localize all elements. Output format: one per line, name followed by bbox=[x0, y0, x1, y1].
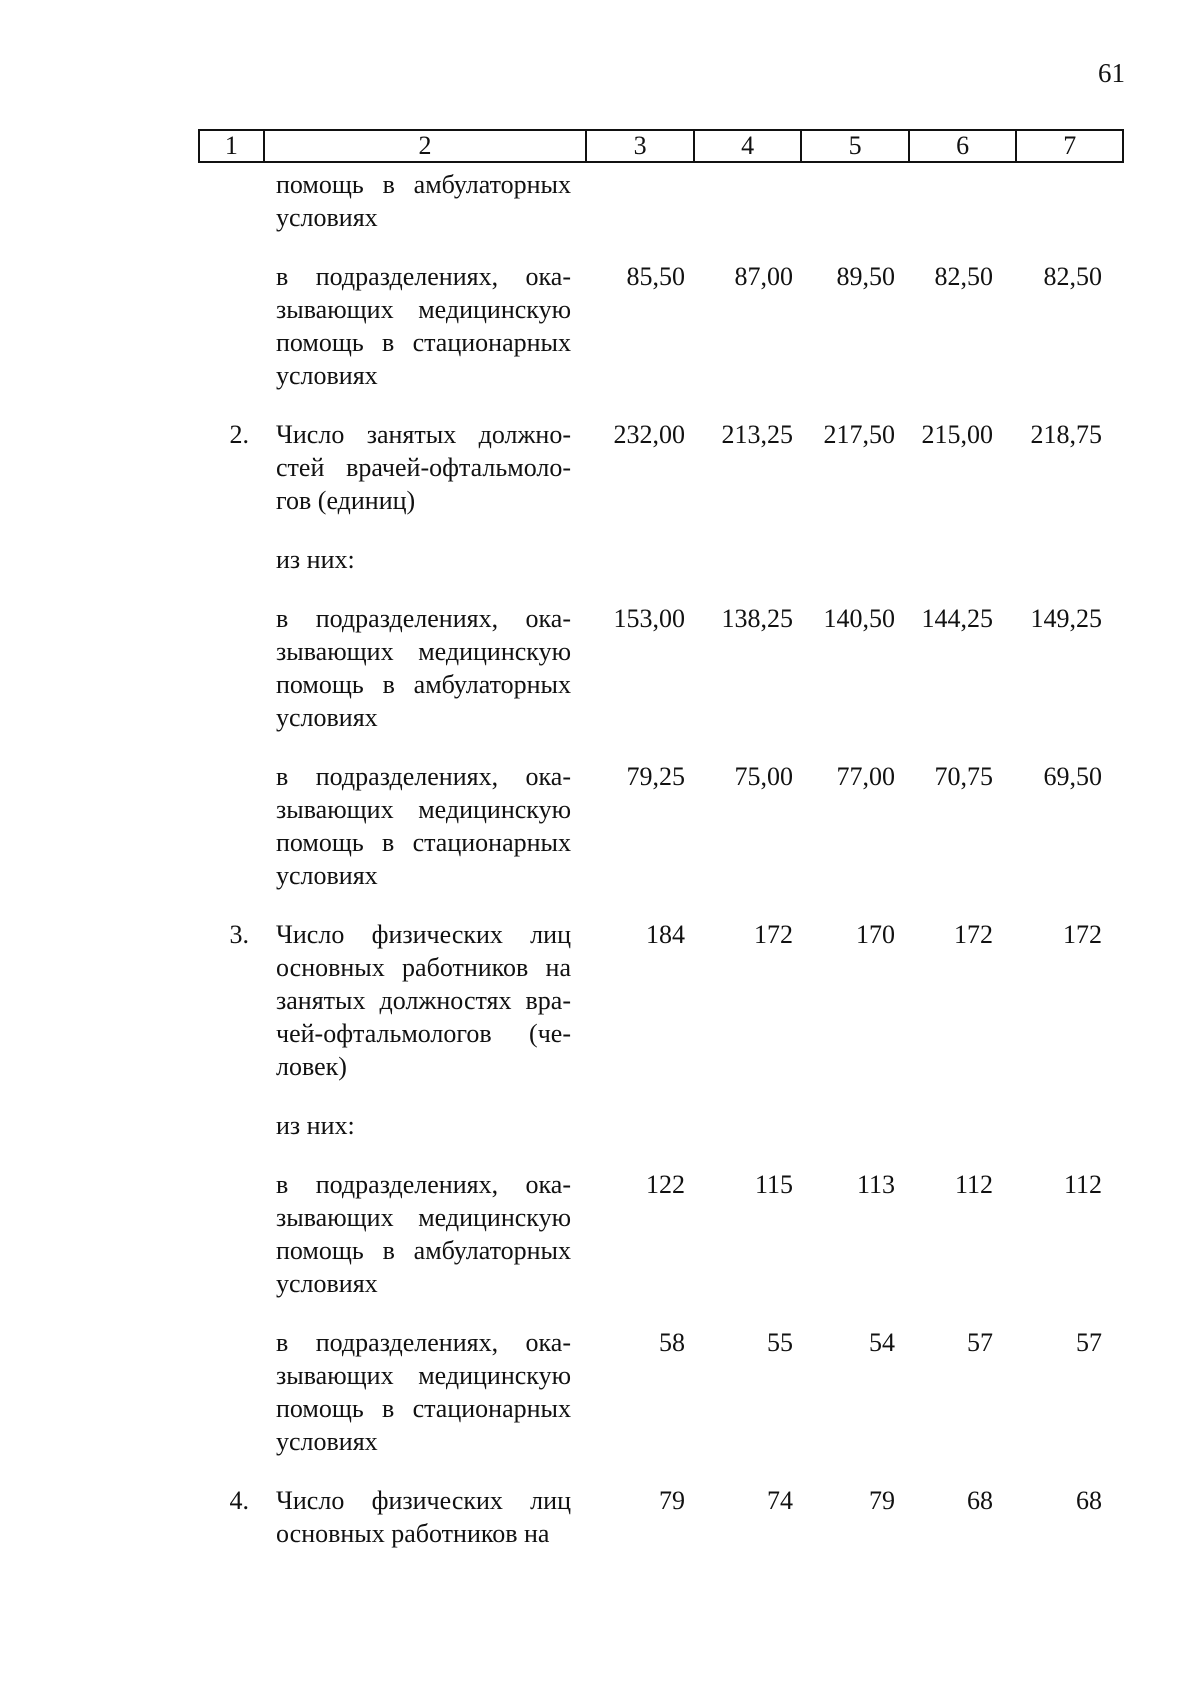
value-cell-col7: 82,50 bbox=[1043, 262, 1102, 291]
row-spacer bbox=[198, 392, 1124, 418]
column-header-3: 3 bbox=[587, 131, 695, 161]
value-cell-col7: 112 bbox=[1063, 1170, 1102, 1199]
value-cell-col4: 75,00 bbox=[734, 762, 793, 791]
row-label-line: из них: bbox=[276, 545, 355, 574]
value-cell-col3: 85,50 bbox=[626, 262, 685, 291]
value-cell-col5: 140,50 bbox=[823, 604, 895, 633]
row-label-line: основных работников на bbox=[276, 1519, 550, 1548]
row-label-line: помощь в амбулаторных bbox=[276, 1236, 571, 1265]
row-label bbox=[263, 760, 587, 892]
value-cell-col3: 232,00 bbox=[613, 420, 685, 449]
value-cell-col6: 215,00 bbox=[921, 420, 993, 449]
value-cell-col4: 213,25 bbox=[721, 420, 793, 449]
table-row bbox=[198, 918, 1124, 1083]
value-cell-col6: 57 bbox=[967, 1328, 993, 1357]
row-label-line: зывающих медицинскую bbox=[276, 1361, 571, 1390]
row-number: 3. bbox=[229, 920, 249, 949]
row-label-line: помощь в стационарных bbox=[276, 1394, 571, 1423]
value-cell-col5: 77,00 bbox=[836, 762, 895, 791]
row-label bbox=[263, 1326, 587, 1458]
value-cell-col3: 79 bbox=[659, 1486, 685, 1515]
row-label bbox=[263, 260, 587, 392]
value-cell-col5: 79 bbox=[869, 1486, 895, 1515]
table-row bbox=[198, 602, 1124, 734]
row-label bbox=[263, 168, 587, 234]
column-header-2: 2 bbox=[265, 131, 588, 161]
row-label-line: в подразделениях, ока- bbox=[276, 1170, 571, 1199]
value-cell-col6: 112 bbox=[954, 1170, 993, 1199]
row-number: 4. bbox=[229, 1486, 249, 1515]
row-label-line: основных работников на bbox=[276, 953, 571, 982]
value-cell-col5: 170 bbox=[856, 920, 895, 949]
row-label-line: помощь в амбулаторных bbox=[276, 170, 571, 199]
value-cell-col4: 55 bbox=[767, 1328, 793, 1357]
row-label-line: в подразделениях, ока- bbox=[276, 262, 571, 291]
table-header-row bbox=[198, 129, 1124, 163]
row-spacer bbox=[198, 1300, 1124, 1326]
table-row bbox=[198, 1109, 1124, 1142]
row-label bbox=[263, 418, 587, 517]
row-spacer bbox=[198, 1458, 1124, 1484]
value-cell-col3: 58 bbox=[659, 1328, 685, 1357]
row-label-line: занятых должностях вра- bbox=[276, 986, 571, 1015]
row-label-line: ловек) bbox=[276, 1052, 347, 1081]
row-label-line: в подразделениях, ока- bbox=[276, 762, 571, 791]
column-header-5: 5 bbox=[802, 131, 910, 161]
row-label-line: чей-офтальмологов (че- bbox=[276, 1019, 571, 1048]
row-label-line: условиях bbox=[276, 703, 378, 732]
row-label-line: Число занятых должно- bbox=[276, 420, 571, 449]
row-spacer bbox=[198, 517, 1124, 543]
row-label-line: помощь в амбулаторных bbox=[276, 670, 571, 699]
value-cell-col4: 115 bbox=[754, 1170, 793, 1199]
value-cell-col7: 218,75 bbox=[1030, 420, 1102, 449]
row-label-line: условиях bbox=[276, 1427, 378, 1456]
table-row bbox=[198, 418, 1124, 517]
row-label bbox=[263, 602, 587, 734]
value-cell-col6: 68 bbox=[967, 1486, 993, 1515]
row-label-line: стей врачей-офтальмоло- bbox=[276, 453, 571, 482]
row-label-line: зывающих медицинскую bbox=[276, 1203, 571, 1232]
page-number: 61 bbox=[1098, 58, 1125, 88]
row-spacer bbox=[198, 1142, 1124, 1168]
value-cell-col4: 172 bbox=[754, 920, 793, 949]
row-label-line: помощь в стационарных bbox=[276, 828, 571, 857]
row-label bbox=[263, 1168, 587, 1300]
column-header-1: 1 bbox=[200, 131, 265, 161]
row-label-line: помощь в стационарных bbox=[276, 328, 571, 357]
row-label bbox=[263, 918, 587, 1083]
column-header-4: 4 bbox=[695, 131, 803, 161]
table-row bbox=[198, 760, 1124, 892]
table-row bbox=[198, 1326, 1124, 1458]
row-label-line: условиях bbox=[276, 861, 378, 890]
value-cell-col7: 57 bbox=[1076, 1328, 1102, 1357]
value-cell-col6: 172 bbox=[954, 920, 993, 949]
row-label-line: в подразделениях, ока- bbox=[276, 1328, 571, 1357]
row-spacer bbox=[198, 234, 1124, 260]
row-label-line: Число физических лиц bbox=[276, 920, 571, 949]
row-number: 2. bbox=[229, 420, 249, 449]
row-label-line: зывающих медицинскую bbox=[276, 637, 571, 666]
value-cell-col5: 89,50 bbox=[836, 262, 895, 291]
row-label-line: в подразделениях, ока- bbox=[276, 604, 571, 633]
value-cell-col3: 184 bbox=[646, 920, 685, 949]
table-row bbox=[198, 168, 1124, 234]
column-header-7: 7 bbox=[1063, 131, 1077, 160]
row-label-line: Число физических лиц bbox=[276, 1486, 571, 1515]
row-label-line: гов (единиц) bbox=[276, 486, 416, 515]
value-cell-col3: 153,00 bbox=[613, 604, 685, 633]
row-label-line: условиях bbox=[276, 203, 378, 232]
table-body bbox=[198, 168, 1124, 1550]
row-spacer bbox=[198, 1083, 1124, 1109]
row-label bbox=[263, 1484, 587, 1550]
value-cell-col7: 69,50 bbox=[1043, 762, 1102, 791]
table-row bbox=[198, 260, 1124, 392]
row-label-line: условиях bbox=[276, 1269, 378, 1298]
value-cell-col7: 68 bbox=[1076, 1486, 1102, 1515]
value-cell-col6: 82,50 bbox=[934, 262, 993, 291]
row-label-line: условиях bbox=[276, 361, 378, 390]
value-cell-col7: 149,25 bbox=[1030, 604, 1102, 633]
value-cell-col3: 122 bbox=[646, 1170, 685, 1199]
value-cell-col6: 70,75 bbox=[934, 762, 993, 791]
value-cell-col4: 74 bbox=[767, 1486, 793, 1515]
value-cell-col6: 144,25 bbox=[921, 604, 993, 633]
row-label-line: зывающих медицинскую bbox=[276, 295, 571, 324]
row-spacer bbox=[198, 892, 1124, 918]
row-spacer bbox=[198, 734, 1124, 760]
column-header-6: 6 bbox=[910, 131, 1018, 161]
value-cell-col3: 79,25 bbox=[626, 762, 685, 791]
value-cell-col4: 87,00 bbox=[734, 262, 793, 291]
value-cell-col4: 138,25 bbox=[721, 604, 793, 633]
row-label bbox=[263, 543, 587, 576]
table-row bbox=[198, 1168, 1124, 1300]
value-cell-col7: 172 bbox=[1063, 920, 1102, 949]
row-spacer bbox=[198, 576, 1124, 602]
row-label-line: из них: bbox=[276, 1111, 355, 1140]
value-cell-col5: 54 bbox=[869, 1328, 895, 1357]
table-row bbox=[198, 543, 1124, 576]
value-cell-col5: 113 bbox=[856, 1170, 895, 1199]
table-row bbox=[198, 1484, 1124, 1550]
row-label-line: зывающих медицинскую bbox=[276, 795, 571, 824]
row-label bbox=[263, 1109, 587, 1142]
value-cell-col5: 217,50 bbox=[823, 420, 895, 449]
